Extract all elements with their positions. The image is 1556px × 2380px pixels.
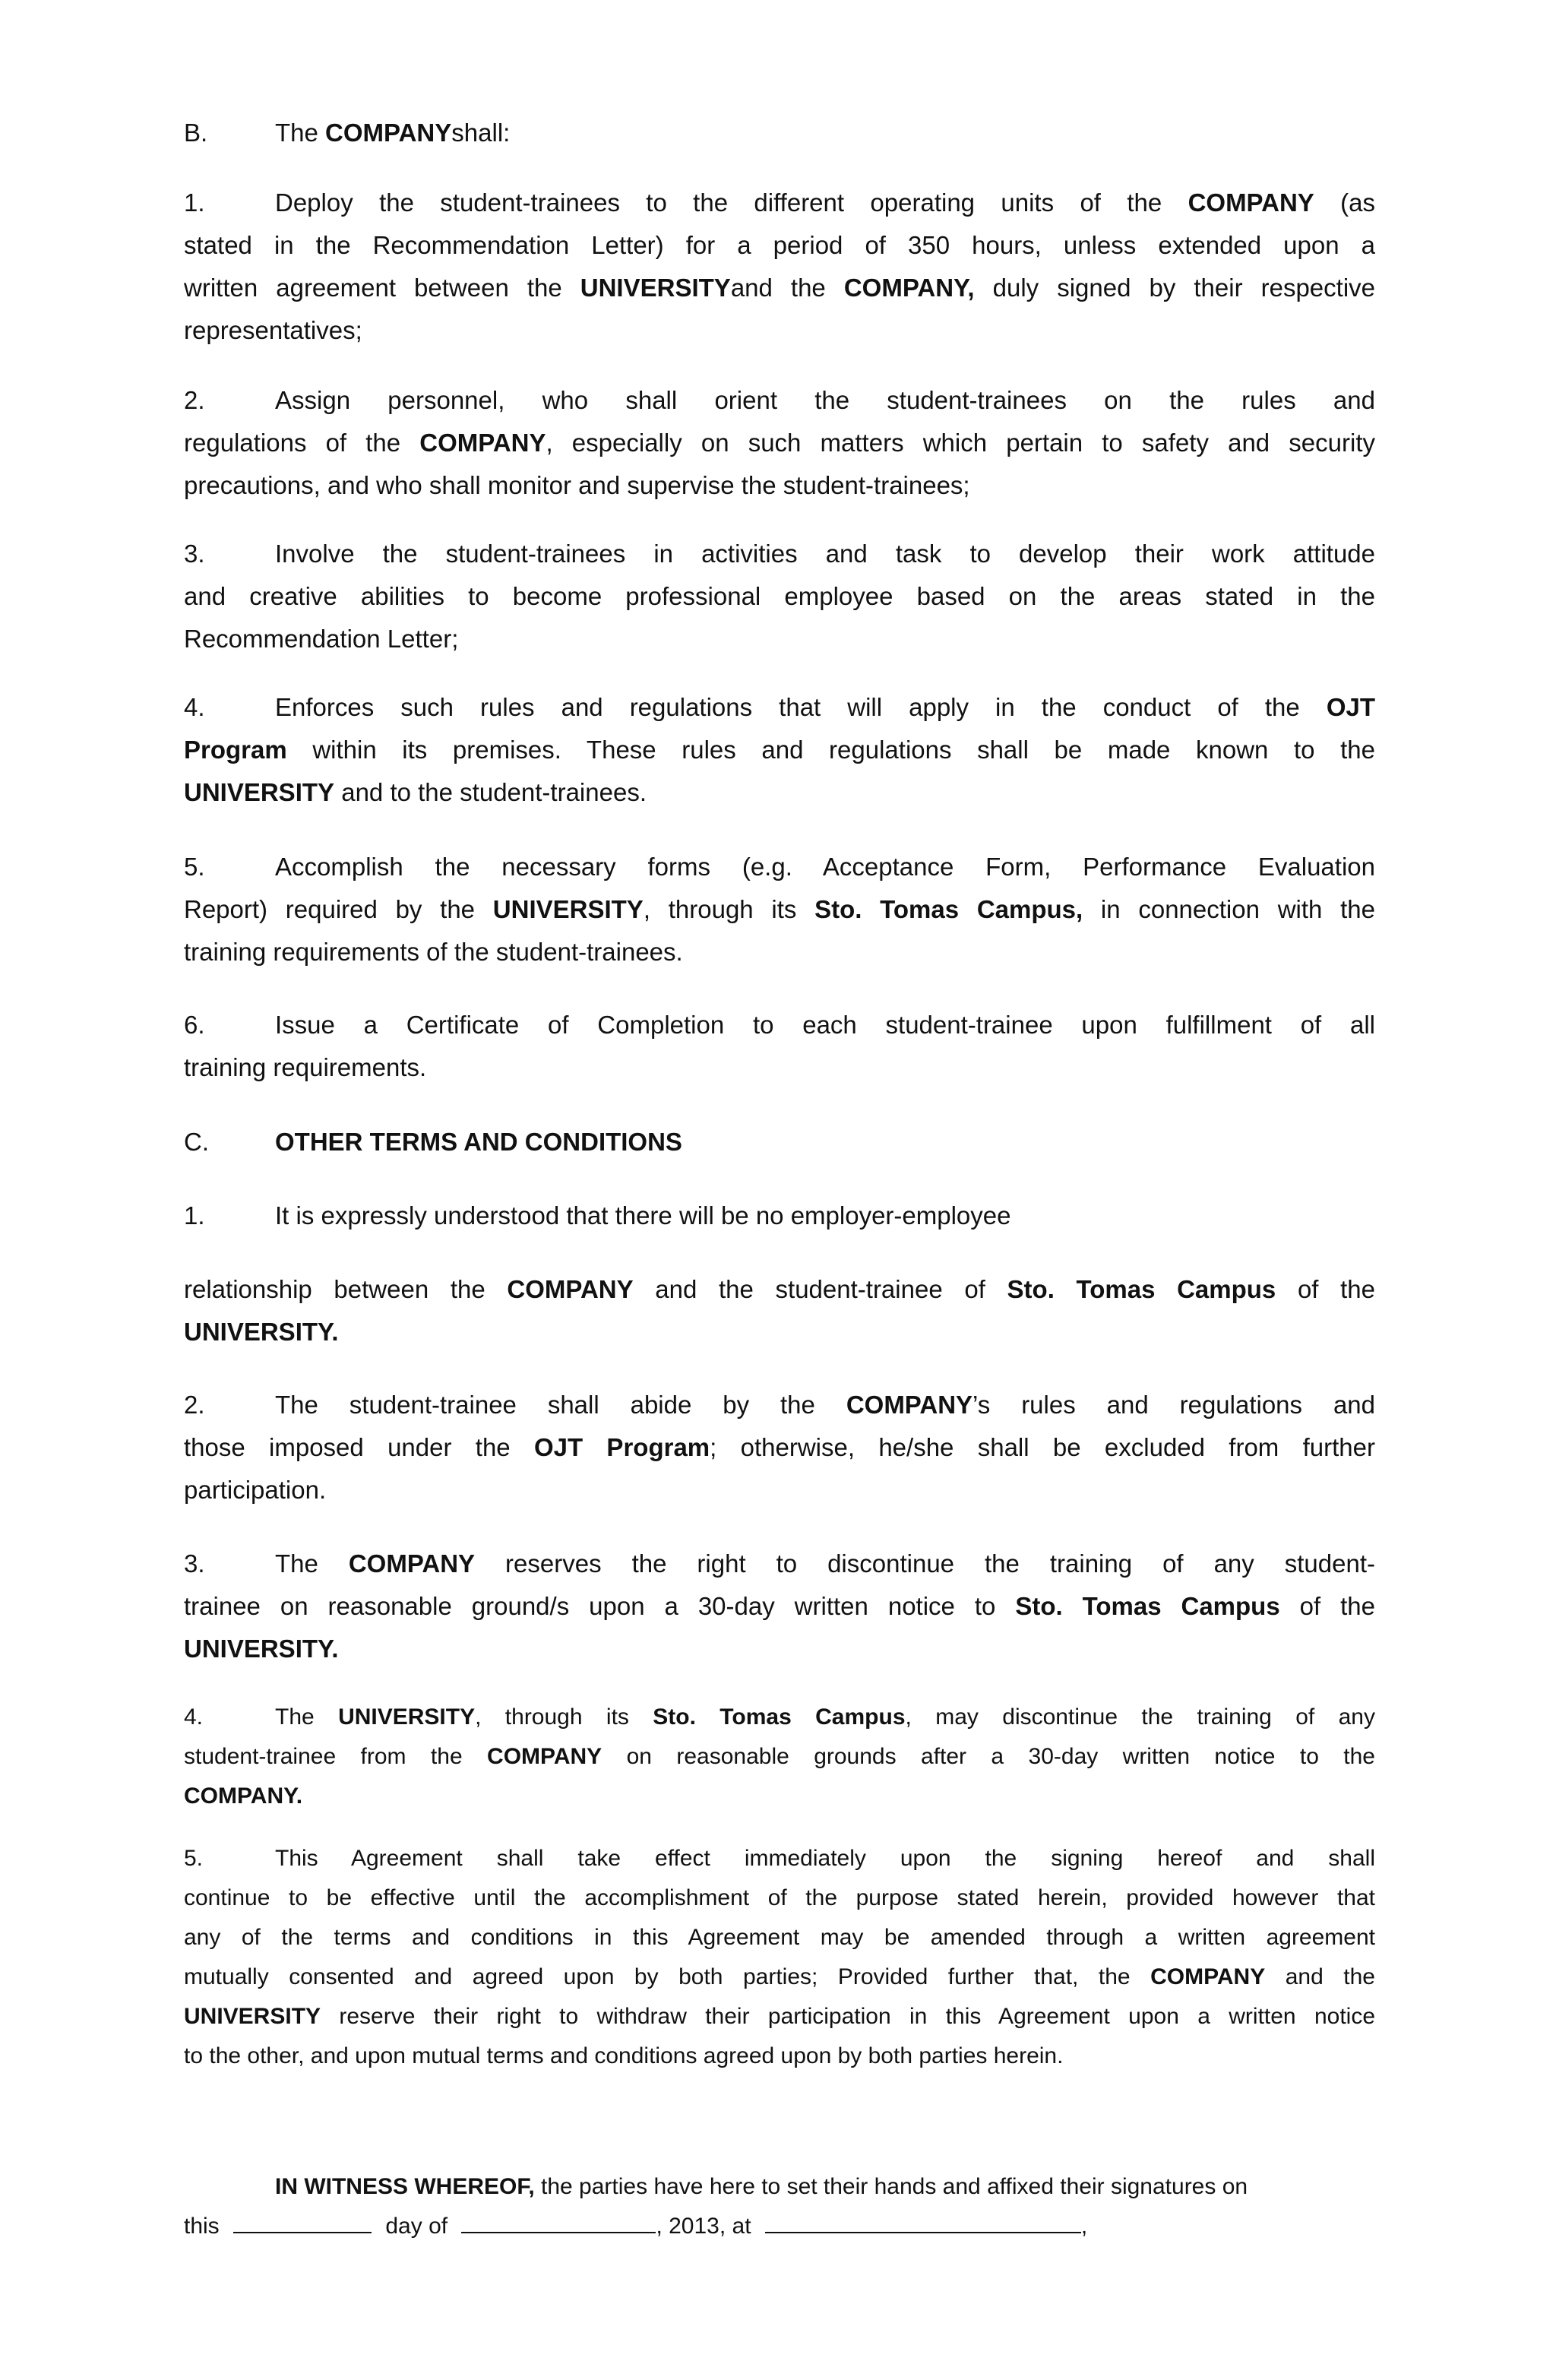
text-segment: continue to be effective until the accomplishment of the purpose stated herein, provided however that [184,1885,1375,1910]
text-segment: stated in the Recommendation Letter) for a period of 350 hours, unless extended upon a [184,231,1375,259]
paragraph-line [184,224,1375,267]
bold-term: COMPANY [507,1275,634,1303]
paragraph-line [184,1046,1375,1089]
paragraph-line [184,846,1375,888]
bold-term: UNIVERSITY [580,274,731,302]
text-segment: reserves the right to discontinue the training of any student- [475,1549,1375,1578]
text-segment: any of the terms and conditions in this Agreement may be amended through a written agreement [184,1925,1375,1950]
text-segment: and the student-trainee of [633,1275,1007,1303]
bold-term: UNIVERSITY [338,1704,476,1730]
bold-term: COMPANY, [843,274,975,302]
paragraph-line [184,1311,1375,1353]
text-segment: and the [730,274,844,302]
text-segment: and to the student-trainees. [334,778,647,806]
witness-heading: IN WITNESS WHEREOF, [275,2174,535,2199]
paragraph-line [184,1777,1375,1816]
text-segment: to the other, and upon mutual terms and conditions agreed upon by both parties herein. [184,2043,1064,2068]
text-segment: The student-trainee shall abide by the [275,1391,846,1419]
paragraph-line [184,1957,1375,1997]
text-segment: written agreement between the [184,274,580,302]
witness-date-line [184,2207,1375,2246]
paragraph-line [184,729,1375,771]
section-c-heading [184,1121,1375,1163]
bold-term: COMPANY [1150,1964,1266,1989]
item-number: 2. [184,386,205,414]
item-number: 3. [184,540,205,568]
text-segment: Recommendation Letter; [184,625,459,653]
bold-term: COMPANY [846,1391,973,1419]
paragraph-line [184,1543,1375,1585]
text-segment: those imposed under the [184,1433,534,1461]
section-b-heading-text: The [275,119,326,147]
bold-term: Sto. Tomas Campus [653,1704,906,1730]
witness-comma: , [1080,2214,1088,2239]
item-number: 2. [184,1391,205,1419]
witness-year-label: , 2013, at [656,2214,751,2239]
text-segment: Accomplish the necessary forms (e.g. Acceptance Form, Performance Evaluation [275,853,1375,881]
text-segment: training requirements. [184,1053,427,1081]
bold-term: COMPANY. [184,1783,303,1809]
section-c-letter: C. [184,1128,209,1156]
paragraph-line [184,931,1375,973]
bold-term: UNIVERSITY [184,778,335,806]
text-segment: Issue a Certificate of Completion to each student-trainee upon fulfillment of all [275,1011,1375,1039]
paragraph-line [184,1878,1375,1918]
paragraph-line [184,309,1375,352]
text-segment: The [275,1549,349,1578]
paragraph-line [184,1698,1375,1737]
text-segment: ’s rules and regulations and [972,1391,1376,1419]
paragraph-line [184,1268,1375,1311]
text-segment: precautions, and who shall monitor and supervise the student-trainees; [184,471,970,499]
text-segment: relationship between the [184,1275,508,1303]
item-number: 5. [184,853,205,881]
section-c-item-1-text: It is expressly understood that there will be no employer-employee [275,1201,1011,1230]
paragraph-line [184,1737,1375,1777]
text-segment: of the [1276,1275,1376,1303]
item-number: 5. [184,1846,204,1871]
text-segment: within its premises. These rules and regulations shall be made known to the [286,736,1375,764]
text-segment: of the [1279,1592,1376,1620]
paragraph-line [184,1004,1375,1046]
text-segment: and the [1265,1964,1375,1989]
bold-term: COMPANY [348,1549,476,1578]
paragraph-line [184,1426,1375,1469]
paragraph-line [184,379,1375,422]
bold-term: OJT [1326,693,1375,721]
text-segment: representatives; [184,316,362,344]
text-segment: reserve their right to withdraw their participation in this Agreement upon a written notice [321,2004,1375,2029]
bold-term: Sto. Tomas Campus [1015,1592,1280,1620]
paragraph-line [184,1585,1375,1628]
text-segment: This Agreement shall take effect immediately upon the signing hereof and shall [275,1846,1375,1871]
paragraph-line [184,888,1375,931]
item-number: 6. [184,1011,205,1039]
paragraph-line [184,182,1375,224]
section-c-item-1-number: 1. [184,1201,205,1230]
paragraph-line [184,1628,1375,1670]
bold-term: Sto. Tomas Campus [1007,1275,1276,1303]
text-segment: Report) required by the [184,895,493,923]
text-segment: The [275,1704,339,1730]
text-segment: on reasonable grounds after a 30-day written notice to the [602,1744,1375,1769]
text-segment: Involve the student-trainees in activities and task to develop their work attitude [275,540,1375,568]
text-segment: , may discontinue the training of any [905,1704,1375,1730]
bold-term: COMPANY [419,429,546,457]
text-segment: and creative abilities to become professional employee based on the areas stated in the [184,582,1375,610]
text-segment: participation. [184,1476,327,1504]
day-blank[interactable] [233,2211,372,2233]
section-c-heading-text: OTHER TERMS AND CONDITIONS [275,1128,682,1156]
witness-day-of-label: day of [385,2214,448,2239]
paragraph-line [184,422,1375,464]
text-segment: in connection with the [1083,895,1375,923]
bold-term: OJT Program [533,1433,710,1461]
section-b-heading-suffix: shall: [451,119,511,147]
section-b-letter: B. [184,119,208,147]
item-number: 4. [184,693,205,721]
paragraph-line [184,771,1375,814]
witness-clause [275,2167,1354,2207]
bold-term: UNIVERSITY [492,895,644,923]
text-segment: trainee on reasonable ground/s upon a 30-day written notice to [184,1592,1016,1620]
bold-term: Sto. Tomas Campus, [814,895,1083,923]
paragraph-line [184,686,1375,729]
bold-term: Program [184,736,287,764]
text-segment: training requirements of the student-trainees. [184,938,683,966]
paragraph-line [184,2037,1375,2076]
text-segment: ; otherwise, he/she shall be excluded from further [710,1433,1375,1461]
section-b-heading-company: COMPANY [325,119,452,147]
text-segment: , through its [475,1704,653,1730]
text-segment: , through its [643,895,815,923]
month-blank[interactable] [461,2211,656,2233]
bold-term: UNIVERSITY. [184,1635,339,1663]
paragraph-line [184,1839,1375,1878]
item-number: 1. [184,188,205,217]
witness-this-label: this [184,2214,220,2239]
bold-term: COMPANY [1188,188,1314,217]
item-number: 4. [184,1704,204,1730]
text-segment: mutually consented and agreed upon by both parties; Provided further that, the [184,1964,1151,1989]
paragraph-line [184,1384,1376,1426]
section-b-heading [184,112,1375,154]
bold-term: COMPANY [487,1744,602,1769]
paragraph-line [184,1918,1375,1957]
bold-term: UNIVERSITY [184,2004,321,2029]
text-segment: student-trainee from the [184,1744,488,1769]
paragraph-line [184,533,1375,575]
paragraph-line [184,1469,1375,1511]
paragraph-line [184,1997,1375,2037]
item-number: 3. [184,1549,205,1578]
witness-text: the parties have here to set their hands and affixed their signatures on [534,2174,1248,2199]
bold-term: UNIVERSITY. [184,1318,339,1346]
place-blank[interactable] [765,2211,1081,2233]
text-segment: regulations of the [184,429,420,457]
paragraph-line [184,575,1375,618]
text-segment: Deploy the student-trainees to the different operating units of the [275,188,1188,217]
text-segment: , especially on such matters which pertain to safety and security [546,429,1375,457]
section-c-item-1-first-line [184,1195,1375,1237]
paragraph-line [184,267,1375,309]
text-segment: Assign personnel, who shall orient the student-trainees on the rules and [275,386,1375,414]
text-segment: Enforces such rules and regulations that will apply in the conduct of the [275,693,1327,721]
text-segment: (as [1314,188,1375,217]
paragraph-line [184,464,1375,507]
text-segment: duly signed by their respective [974,274,1375,302]
paragraph-line [184,618,1375,660]
